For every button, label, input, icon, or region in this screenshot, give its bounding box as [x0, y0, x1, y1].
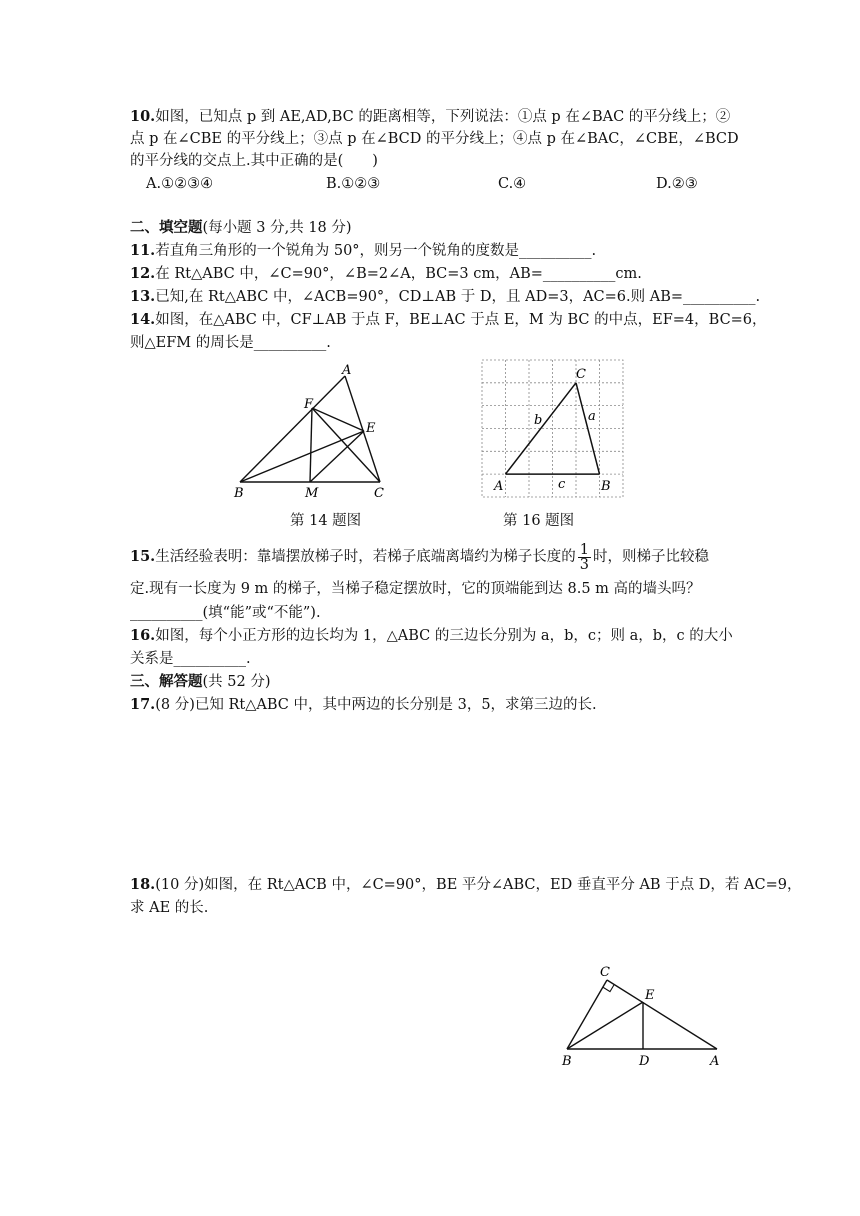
q16-number: 16. [130, 627, 156, 644]
fig16-side-b: b [534, 413, 543, 428]
fig16-label-b: B [601, 479, 611, 494]
q15-fraction-denominator: 3 [579, 556, 589, 573]
section3-note: (共 52 分) [202, 674, 271, 690]
fig18-label-c: C [600, 965, 610, 980]
q10-line3: 的平分线的交点上.其中正确的是( ) [130, 153, 378, 169]
q12-text: 在 Rt△ABC 中，∠C=90°，∠B=2∠A，BC=3 cm，AB=__________cm. [155, 266, 642, 282]
section2-title: 二、填空题 [130, 219, 203, 236]
figure-18 [555, 958, 735, 1070]
fig18-label-e: E [645, 988, 655, 1003]
fig16-caption: 第 16 题图 [503, 513, 575, 529]
q16-text-line1: 如图，每个小正方形的边长均为 1，△ABC 的三边长分别为 a，b，c；则 a，b，c 的大小 [155, 628, 733, 644]
q14-line1 [130, 309, 767, 331]
q12 [130, 263, 735, 285]
section2-note: (每小题 3 分,共 18 分) [202, 220, 352, 236]
figure-16 [478, 356, 628, 501]
q14-number: 14. [130, 311, 156, 328]
q13-number: 13. [130, 288, 156, 305]
fig14-label-b: B [234, 486, 244, 501]
q10-number: 10. [130, 108, 156, 125]
fig16-side-a: a [588, 409, 596, 424]
q18-number: 18. [130, 876, 156, 893]
fig14-label-c: C [374, 486, 384, 501]
q15-number: 15. [130, 548, 156, 565]
q17-text: (8 分)已知 Rt△ABC 中，其中两边的长分别是 3，5，求第三边的长. [155, 697, 597, 713]
q17 [130, 694, 735, 716]
q15-text-pre: 生活经验表明：靠墙摆放梯子时，若梯子底端离墙约为梯子长度的 [155, 549, 576, 565]
q16-line2: 关系是__________. [130, 651, 251, 667]
fig18-label-d: D [639, 1054, 650, 1069]
q10-line1 [130, 106, 735, 128]
fig16-label-c: C [576, 367, 586, 382]
section2-heading [130, 217, 735, 239]
fig14-caption: 第 14 题图 [290, 513, 362, 529]
fig14-label-a: A [342, 363, 352, 378]
q15-fraction [578, 543, 591, 572]
q15-line1 [130, 541, 735, 573]
q15-fraction-numerator: 1 [579, 541, 589, 558]
q13-text: 已知,在 Rt△ABC 中，∠ACB=90°，CD⊥AB 于 D，且 AD=3，AC=6.则 AB=__________. [155, 289, 761, 305]
q10-option-b: B.①②③ [326, 176, 381, 192]
q16-line1 [130, 625, 735, 647]
q12-number: 12. [130, 265, 156, 282]
fig16-side-c: c [558, 477, 566, 492]
fig18-label-b: B [562, 1054, 572, 1069]
fig14-label-f: F [304, 397, 314, 412]
q13 [130, 286, 761, 308]
q18-text-line1: (10 分)如图，在 Rt△ACB 中，∠C=90°，BE 平分∠ABC，ED 垂直平分 AB 于点 D，若 AC=9， [155, 877, 802, 893]
figure-14 [228, 360, 403, 505]
q11 [130, 240, 735, 262]
q11-number: 11. [130, 242, 156, 259]
q10-line2: 点 p 在∠CBE 的平分线上；③点 p 在∠BCD 的平分线上；④点 p 在∠BAC，∠CBE，∠BCD [130, 131, 739, 147]
q17-number: 17. [130, 696, 156, 713]
section3-heading [130, 671, 735, 693]
q10-option-c: C.④ [498, 176, 527, 192]
q15-line2: 定.现有一长度为 9 m 的梯子，当梯子稳定摆放时，它的顶端能到达 8.5 m 高的墙头吗？ [130, 581, 701, 597]
q10-text-line1: 如图，已知点 p 到 AE,AD,BC 的距离相等，下列说法：①点 p 在∠BAC 的平分线上；② [155, 109, 731, 125]
q11-text: 若直角三角形的一个锐角为 50°，则另一个锐角的度数是__________. [155, 243, 597, 259]
q18-line2: 求 AE 的长. [130, 900, 209, 916]
q14-text-line1: 如图，在△ABC 中，CF⊥AB 于点 F，BE⊥AC 于点 E，M 为 BC 的中点，EF=4，BC=6， [155, 312, 767, 328]
fig14-label-e: E [366, 421, 376, 436]
fig16-label-a: A [494, 479, 504, 494]
section3-title: 三、解答题 [130, 673, 203, 690]
q15-line3: __________(填“能”或“不能”). [130, 605, 321, 621]
fig18-label-a: A [710, 1054, 720, 1069]
q15-text-post: 时，则梯子比较稳 [592, 549, 709, 565]
q14-line2: 则△EFM 的周长是__________. [130, 335, 331, 351]
fig14-label-m: M [305, 486, 319, 501]
q10-option-a: A.①②③④ [146, 176, 214, 192]
q10-option-d: D.②③ [656, 176, 698, 192]
q18-line1 [130, 874, 802, 896]
